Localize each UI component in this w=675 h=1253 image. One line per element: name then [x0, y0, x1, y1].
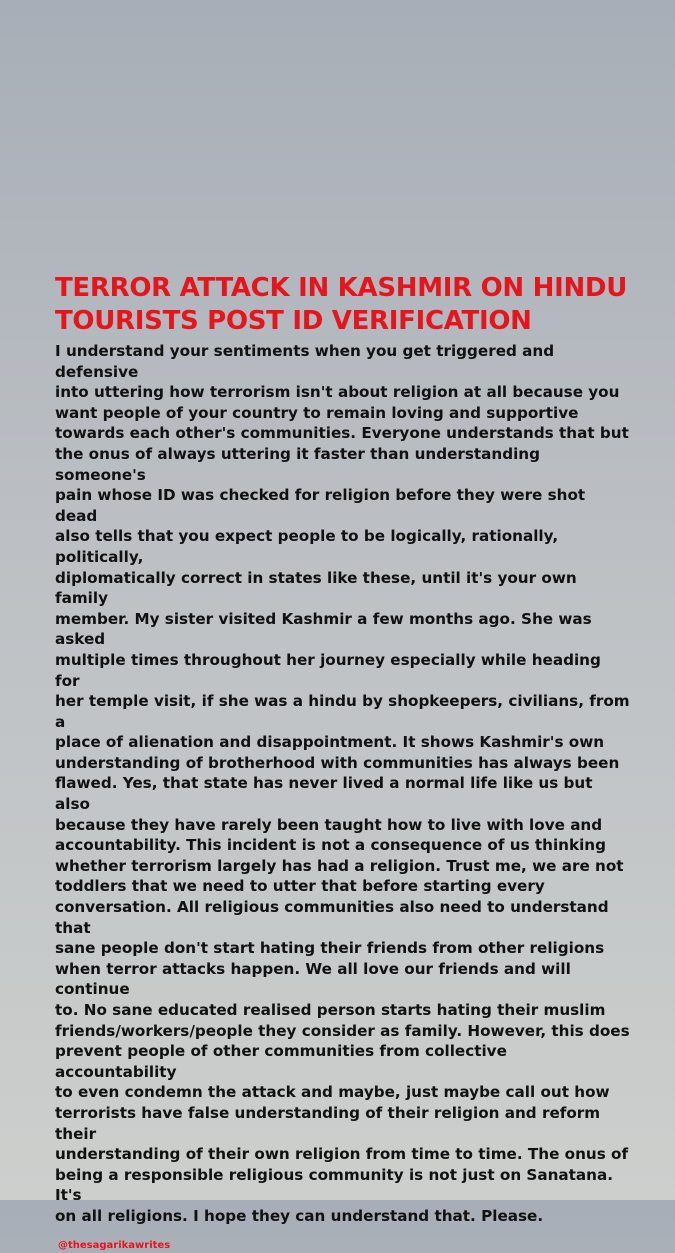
post-card: [55, 272, 630, 1253]
post-headline: TERROR ATTACK IN KASHMIR ON HINDU TOURISTS POST ID VERIFICATION: [55, 273, 628, 336]
post-body: I understand your sentiments when you get triggered and defensive into uttering how terrorism isn't about religion at all because you want people of your country to remain loving and supportive towards each other's communities. Everyone understands that but the onus of always uttering it faster than understanding someone's pain whose ID was checked for religion before they were shot dead also tells that you expect people to be logically, rationally, politically, diplomatically correct in states like these, until it's your own family member. My sister visited Kashmir a few months ago. She was asked multiple times throughout her journey especially while heading for her temple visit, if she was a hindu by shopkeepers, civilians, from a place of alienation and disappointment. It shows Kashmir's own understanding of brotherhood with communities has always been flawed. Yes, that state has never lived a normal life like us but also because they have rarely been taught how to live with love and accountability. This incident is not a consequence of us thinking whether terrorism largely has had a religion. Trust me, we are not toddlers that we need to utter that before starting every conversation. All religious communities also need to understand that sane people don't start hating their friends from other religions when terror attacks happen. We all love our friends and will continue to. No sane educated realised person starts hating their muslim friends/workers/people they consider as family. However, this does prevent people of other communities from collective accountability to even condemn the attack and maybe, just maybe call out how terrorists have false understanding of their religion and reform their understanding of their own religion from time to time. The onus of being a responsible religious community is not just on Sanatana. It's on all religions. I hope they can understand that. Please.: [55, 342, 630, 1225]
author-handle: @thesagarikawrites: [58, 1239, 171, 1251]
